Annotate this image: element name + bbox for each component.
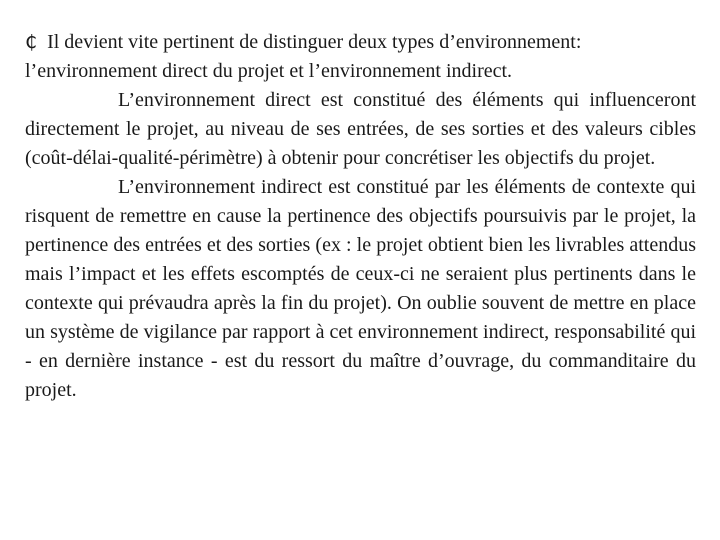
bullet-icon: ₵ [25,31,38,53]
intro-paragraph [25,28,696,86]
indirect-environment-paragraph: L’environnement indirect est constitué par les éléments de contexte qui risquent de remettre en cause la pertinence des objectifs poursuivis par le projet, la pertinence des entrées et des sorties (ex : le projet obtient bien les livrables attendus mais l’impact et les effets escomptés de ceux-ci ne seraient plus pertinents dans le contexte qui prévaudra après la fin du projet). On oublie souvent de mettre en place un système de vigilance par rapport à cet environnement indirect, responsabilité qui - en dernière instance - est du ressort du maître d’ouvrage, du commanditaire du projet. [25,176,696,401]
direct-environment-paragraph: L’environnement direct est constitué des éléments qui influenceront directement le projet, au niveau de ses entrées, de ses sorties et des valeurs cibles (coût-délai-qualité-périmètre) à obtenir pour concrétiser les objectifs du projet. [25,89,696,169]
intro-text: Il devient vite pertinent de distinguer deux types d’environnement: l’environnement direct du projet et l’environnement indirect. [25,31,582,82]
